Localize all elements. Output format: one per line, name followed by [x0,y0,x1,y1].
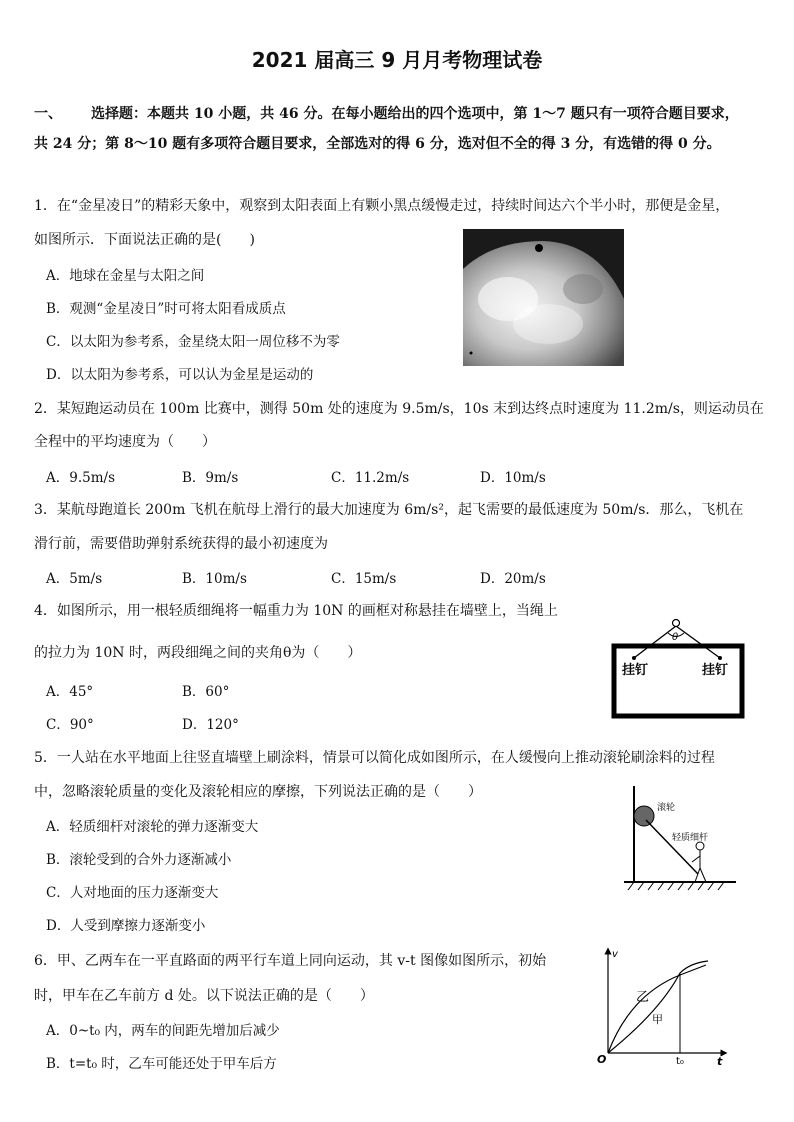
vt-graph-diagram [590,945,730,1067]
t0-label: t₀ [676,1056,684,1067]
picture-frame-diagram [608,612,748,720]
venus-dot [535,244,543,252]
section-instructions-line1: 选择题：本题共 10 小题，共 46 分。在每小题给出的四个选项中，第 1～7 题只有一项符合题目要求， [91,106,739,122]
q6-stem-line2: 时，甲车在乙车前方 d 处。以下说法正确的是（ ） [34,988,374,1004]
q5-stem-line1: 5．一人站在水平地面上往竖直墙壁上刷涂料，情景可以简化成如图所示，在人缓慢向上推动滚轮刷涂料的过程 [34,750,715,766]
q6-option-b: B．t=t₀ 时，乙车可能还处于甲车后方 [46,1056,277,1072]
nail-label-right: 挂钉 [702,663,729,678]
q5-option-c: C．人对地面的压力逐渐变大 [46,885,219,901]
q3-stem-line1: 3．某航母跑道长 200m 飞机在航母上滑行的最大加速度为 6m/s²，起飞需要的最低速度为 50m/s．那么，飞机在 [34,502,744,518]
q1-option-c: C．以太阳为参考系，金星绕太阳一周位移不为零 [46,334,340,350]
q3-option-c: C．15m/s [331,571,397,587]
t-axis-label: t [717,1055,723,1067]
curve-jia-label: 甲 [652,1013,663,1026]
q3-option-b: B．10m/s [182,571,247,587]
q5-option-a: A．轻质细杆对滚轮的弹力逐渐变大 [46,819,259,835]
wall-roller-diagram [620,782,740,894]
rod-label: 轻质细杆 [672,833,709,843]
q4-option-a: A．45° [46,684,94,700]
rod [646,820,698,874]
q4-stem-line1: 4．如图所示，用一根轻质细绳将一幅重力为 10N 的画框对称悬挂在墙壁上，当绳上 [34,603,558,619]
q2-stem-line1: 2．某短跑运动员在 100m 比赛中，测得 50m 处的速度为 9.5m/s，10s 末到达终点时速度为 11.2m/s，则运动员在 [34,401,764,417]
q6-stem-line1: 6．甲、乙两车在一平直路面的两平行车道上同向运动，其 v-t 图像如图所示，初始 [34,953,547,969]
q5-option-b: B．滚轮受到的合外力逐渐减小 [46,852,232,868]
q3-option-a: A．5m/s [46,571,103,587]
section-instructions-line2: 共 24 分；第 8～10 题有多项符合题目要求，全部选对的得 6 分，选对但不全的得 3 分，有选错的得 0 分。 [34,136,721,152]
q3-option-d: D．20m/s [480,571,546,587]
q4-option-d: D．120° [182,717,239,733]
q3-stem-line2: 滑行前，需要借助弹射系统获得的最小初速度为 [34,536,328,552]
q5-stem-line2: 中，忽略滚轮质量的变化及滚轮相应的摩擦，下列说法正确的是（ ） [34,784,482,800]
theta-label: θ [672,632,679,643]
q1-option-b: B．观测“金星凌日”时可将太阳看成质点 [46,301,286,317]
venus-transit-image [463,229,624,366]
curve-yi [608,965,706,1053]
roller-icon [634,806,654,826]
q2-option-d: D．10m/s [480,470,546,486]
q1-stem-line2: 如图所示．下面说法正确的是( ) [34,232,255,248]
q4-option-c: C．90° [46,717,94,733]
person-head-icon [696,842,704,850]
section-number: 一、 [34,106,62,122]
roller-label: 滚轮 [657,803,676,813]
q4-option-b: B．60° [182,684,230,700]
q1-option-d: D．以太阳为参考系，可以认为金星是运动的 [46,367,314,383]
curve-yi-label: 乙 [636,990,650,1005]
hook-icon [673,620,680,627]
q4-stem-line2: 的拉力为 10N 时，两段细绳之间的夹角θ为（ ） [34,645,362,661]
q2-option-c: C．11.2m/s [331,470,410,486]
q2-stem-line2: 全程中的平均速度为（ ） [34,434,216,450]
q2-option-a: A．9.5m/s [46,470,115,486]
curve-jia [608,961,708,1053]
origin-label: O [597,1053,607,1066]
page-title: 2021 届高三 9 月月考物理试卷 [251,48,543,72]
q6-option-a: A．0~t₀ 内，两车的间距先增加后减少 [46,1023,280,1039]
q1-stem-line1: 1．在“金星凌日”的精彩天象中，观察到太阳表面上有颗小黑点缓慢走过，持续时间达六个半小时，那便是金星， [34,198,730,214]
v-axis-label: v [612,949,618,960]
q2-option-b: B．9m/s [182,470,239,486]
q5-option-d: D．人受到摩擦力逐渐变小 [46,918,206,934]
q1-option-a: A．地球在金星与太阳之间 [46,268,205,284]
nail-label-left: 挂钉 [622,663,649,678]
